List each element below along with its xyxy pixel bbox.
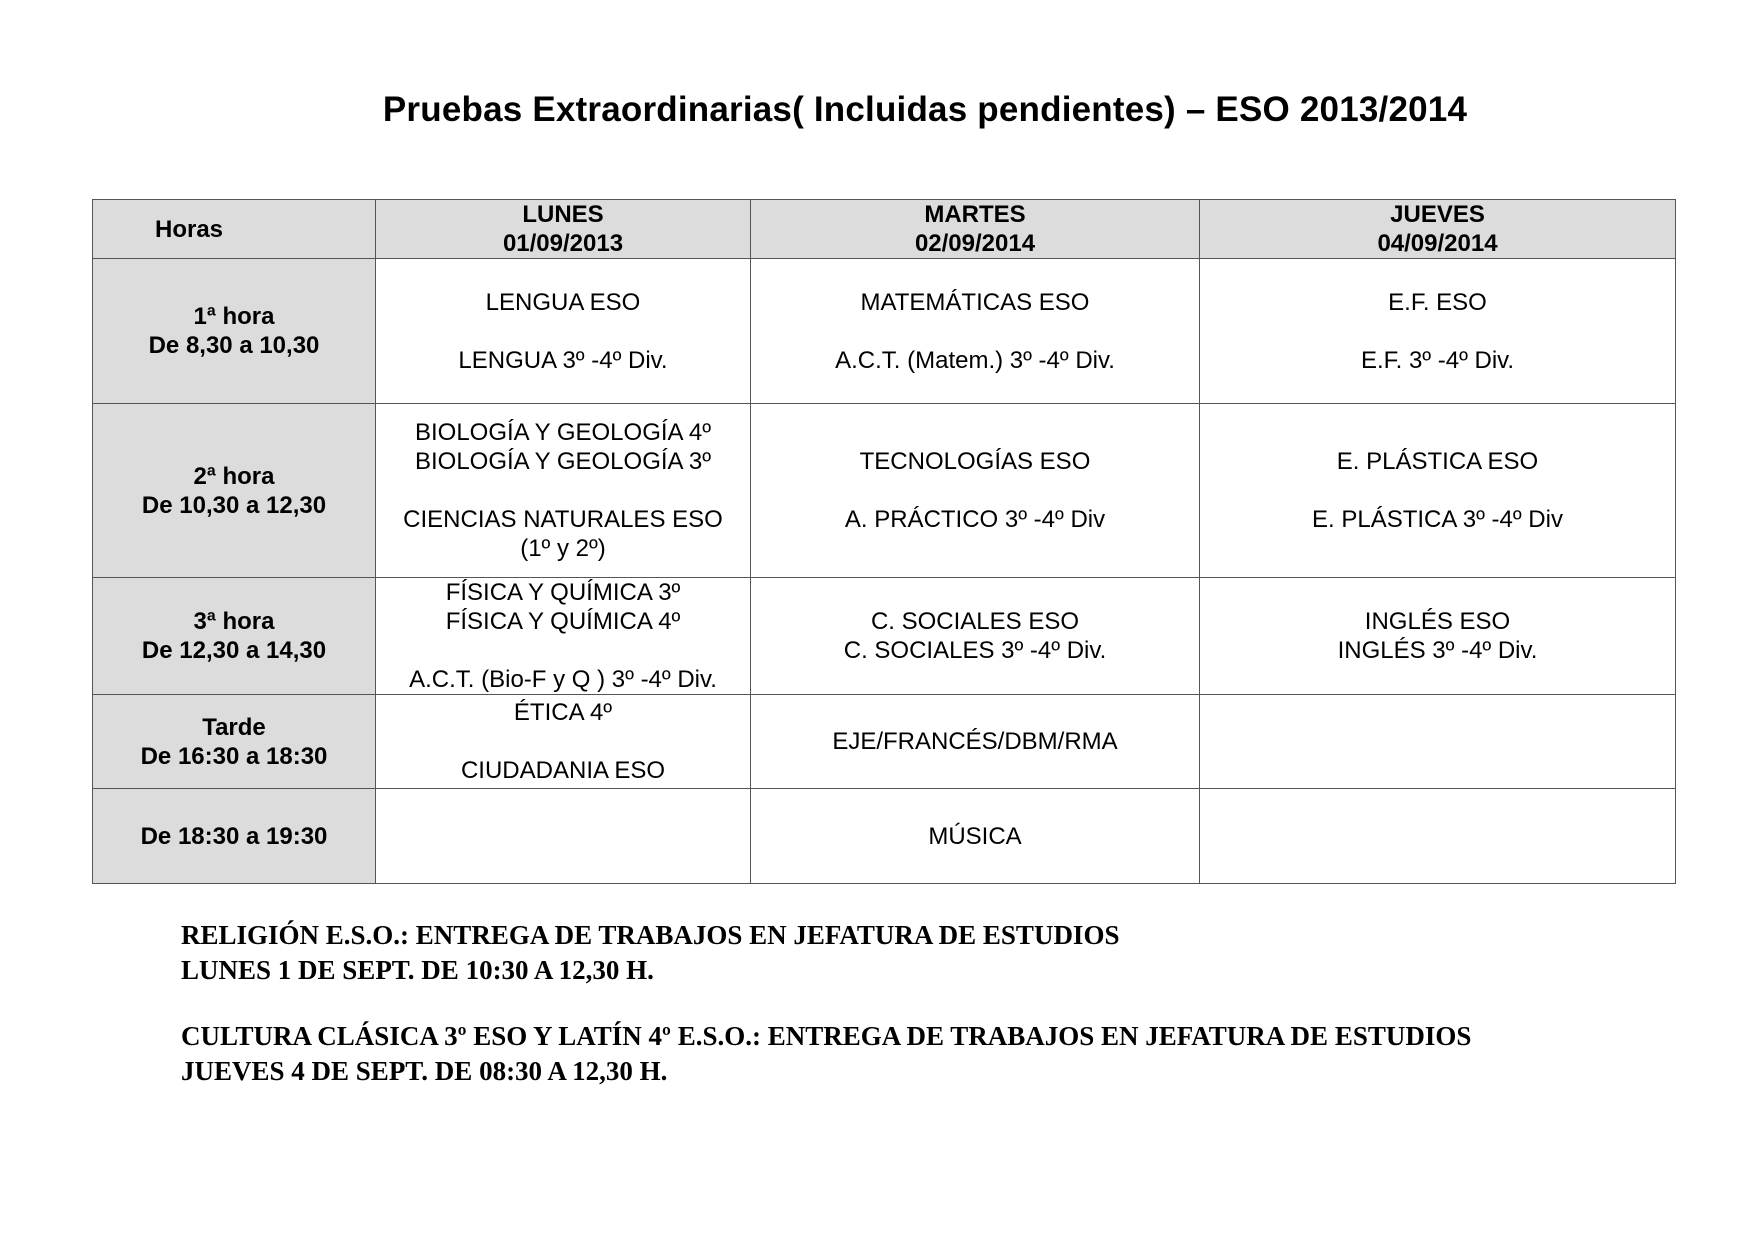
note-line: RELIGIÓN E.S.O.: ENTREGA DE TRABAJOS EN JEFATURA DE ESTUDIOS bbox=[181, 920, 1120, 950]
exam-cell bbox=[751, 789, 1200, 884]
hour-line: De 18:30 a 19:30 bbox=[140, 822, 328, 850]
subject-line: E.F. 3º -4º Div. bbox=[1360, 346, 1515, 374]
day-date: 04/09/2014 bbox=[1377, 230, 1498, 257]
hour-cell bbox=[93, 789, 376, 884]
day-name: LUNES bbox=[522, 201, 604, 228]
hour-line: De 16:30 a 18:30 bbox=[140, 742, 328, 770]
notes-section bbox=[181, 918, 1471, 1120]
subject-line: LENGUA ESO bbox=[485, 288, 641, 316]
schedule-body bbox=[93, 259, 1676, 884]
schedule-row bbox=[93, 259, 1676, 404]
cell-spacer bbox=[1200, 476, 1675, 505]
exam-cell bbox=[376, 789, 751, 884]
subject-line: A.C.T. (Bio-F y Q ) 3º -4º Div. bbox=[409, 666, 717, 693]
exam-cell bbox=[751, 259, 1200, 404]
subject-line: INGLÉS ESO bbox=[1364, 608, 1511, 635]
day-header-jueves bbox=[1200, 200, 1676, 259]
subject-line: CIENCIAS NATURALES ESO bbox=[403, 506, 723, 533]
hour-cell bbox=[93, 259, 376, 404]
hours-header: Horas bbox=[93, 200, 376, 259]
exam-cell bbox=[376, 259, 751, 404]
exam-cell bbox=[1200, 404, 1676, 578]
subject-line: (1º y 2º) bbox=[520, 535, 606, 562]
subject-line: A.C.T. (Matem.) 3º -4º Div. bbox=[835, 346, 1115, 374]
subject-line: MATEMÁTICAS ESO bbox=[860, 288, 1090, 316]
exam-cell bbox=[751, 404, 1200, 578]
page-title: Pruebas Extraordinarias( Incluidas pendientes) – ESO 2013/2014 bbox=[382, 90, 1468, 129]
subject-line: INGLÉS 3º -4º Div. bbox=[1337, 637, 1538, 664]
exam-cell bbox=[376, 695, 751, 789]
subject-line: EJE/FRANCÉS/DBM/RMA bbox=[832, 728, 1118, 755]
subject-line: TECNOLOGÍAS ESO bbox=[859, 448, 1091, 475]
hour-line: Tarde bbox=[202, 713, 266, 741]
hour-line: 3ª hora bbox=[193, 608, 275, 635]
schedule-row bbox=[93, 789, 1676, 884]
exam-cell bbox=[376, 404, 751, 578]
cell-spacer bbox=[376, 476, 750, 505]
subject-line: CIUDADANIA ESO bbox=[460, 757, 666, 784]
hour-line: De 8,30 a 10,30 bbox=[148, 332, 320, 359]
schedule-row bbox=[93, 578, 1676, 695]
cell-spacer bbox=[751, 476, 1199, 505]
note-religion bbox=[181, 918, 1471, 988]
note-cultura-clasica bbox=[181, 1019, 1471, 1089]
schedule-row bbox=[93, 695, 1676, 789]
subject-line: ÉTICA 4º bbox=[513, 699, 613, 726]
exam-cell bbox=[376, 578, 751, 695]
subject-line: C. SOCIALES 3º -4º Div. bbox=[843, 637, 1107, 664]
subject-line: FÍSICA Y QUÍMICA 4º bbox=[445, 608, 681, 635]
hour-line: 2ª hora bbox=[193, 462, 275, 490]
exam-cell bbox=[751, 695, 1200, 789]
subject-line: A. PRÁCTICO 3º -4º Div bbox=[844, 506, 1106, 533]
subject-line: E. PLÁSTICA 3º -4º Div bbox=[1312, 506, 1563, 533]
exam-cell bbox=[1200, 259, 1676, 404]
schedule-row bbox=[93, 404, 1676, 578]
hour-cell bbox=[93, 695, 376, 789]
exam-cell bbox=[1200, 695, 1676, 789]
note-line: JUEVES 4 DE SEPT. DE 08:30 A 12,30 H. bbox=[181, 1056, 668, 1086]
day-header-martes bbox=[751, 200, 1200, 259]
subject-line: BIOLOGÍA Y GEOLOGÍA 4º bbox=[414, 419, 711, 446]
hour-cell bbox=[93, 578, 376, 695]
subject-line: E.F. ESO bbox=[1388, 288, 1487, 316]
subject-line: FÍSICA Y QUÍMICA 3º bbox=[445, 579, 681, 606]
subject-line: BIOLOGÍA Y GEOLOGÍA 3º bbox=[414, 448, 711, 475]
exam-schedule-table bbox=[92, 199, 1676, 884]
cell-spacer bbox=[376, 317, 750, 346]
subject-line: LENGUA 3º -4º Div. bbox=[458, 346, 668, 374]
subject-line: C. SOCIALES ESO bbox=[870, 608, 1080, 635]
day-header-lunes bbox=[376, 200, 751, 259]
day-date: 02/09/2014 bbox=[914, 230, 1036, 257]
day-name: JUEVES bbox=[1390, 201, 1485, 228]
cell-spacer bbox=[376, 727, 750, 756]
hour-line: 1ª hora bbox=[193, 303, 275, 330]
subject-line: E. PLÁSTICA ESO bbox=[1336, 448, 1539, 475]
day-date: 01/09/2013 bbox=[502, 230, 624, 257]
subject-line: MÚSICA bbox=[928, 822, 1022, 850]
hour-line: De 12,30 a 14,30 bbox=[141, 637, 327, 664]
exam-cell bbox=[1200, 789, 1676, 884]
header-row bbox=[93, 200, 1676, 259]
exam-cell bbox=[1200, 578, 1676, 695]
note-line: CULTURA CLÁSICA 3º ESO Y LATÍN 4º E.S.O.: ENTREGA DE TRABAJOS EN JEFATURA DE ESTUDIOS bbox=[181, 1021, 1472, 1051]
note-line: LUNES 1 DE SEPT. DE 10:30 A 12,30 H. bbox=[181, 955, 654, 985]
cell-spacer bbox=[376, 636, 750, 665]
day-name: MARTES bbox=[924, 201, 1026, 228]
hour-line: De 10,30 a 12,30 bbox=[141, 491, 327, 519]
cell-spacer bbox=[751, 317, 1199, 346]
hour-cell bbox=[93, 404, 376, 578]
cell-spacer bbox=[1200, 317, 1675, 346]
exam-cell bbox=[751, 578, 1200, 695]
